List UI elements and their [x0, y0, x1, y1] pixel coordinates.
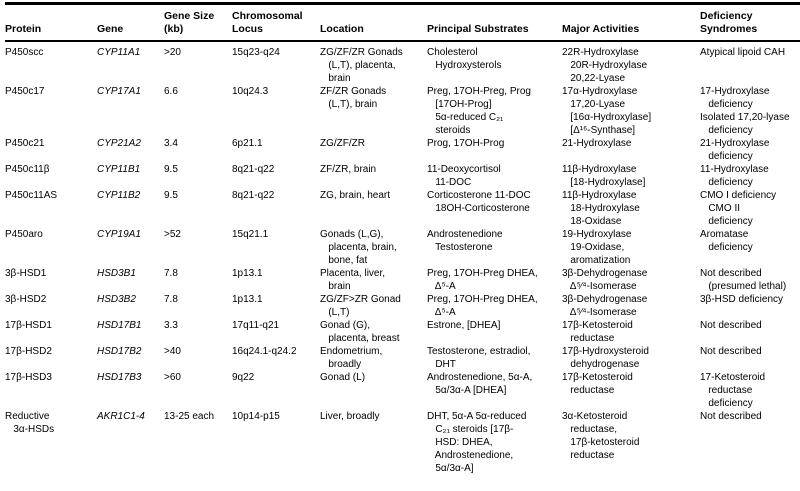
table-header-row — [5, 5, 800, 42]
cell-protein: P450c11β — [5, 164, 50, 175]
table-row — [5, 228, 800, 267]
cell-gene-size: >52 — [164, 229, 181, 240]
cell-major-activities: 3α-Ketosteroid reductase, 17β-ketosteroid reductase — [562, 411, 640, 461]
table-row — [5, 163, 800, 189]
cell-deficiency-syndromes: Aromatase deficiency — [700, 229, 753, 253]
cell-location: Endometrium, broadly — [320, 346, 383, 370]
cell-major-activities: 3β-Dehydrogenase Δ⁵⁄⁴-Isomerase — [562, 268, 648, 292]
cell-deficiency-syndromes: Not described — [700, 411, 762, 422]
cell-location: ZG/ZF/ZR Gonads (L,T), placenta, brain — [320, 47, 403, 84]
cell-protein: Reductive 3α-HSDs — [5, 411, 55, 435]
cell-gene: HSD3B1 — [97, 268, 136, 279]
cell-location: Gonad (L) — [320, 372, 366, 383]
cell-protein: P450c11AS — [5, 190, 58, 201]
cell-deficiency-syndromes: Not described — [700, 320, 762, 331]
cell-gene-size: 6.6 — [164, 86, 178, 97]
cell-principal-substrates: Preg, 17OH-Preg DHEA, Δ⁵-A — [427, 294, 538, 318]
cell-gene: CYP11A1 — [97, 47, 141, 58]
cell-major-activities: 21-Hydroxylase — [562, 138, 632, 149]
table-row — [5, 371, 800, 410]
cell-location: ZF/ZR, brain — [320, 164, 377, 175]
table-row — [5, 293, 800, 319]
column-header-location: Location — [320, 23, 364, 35]
cell-chromosomal-locus: 15q23-q24 — [232, 47, 280, 58]
cell-principal-substrates: Cholesterol Hydroxysterols — [427, 47, 502, 71]
cell-location: Placenta, liver, brain — [320, 268, 386, 292]
table-row — [5, 137, 800, 163]
cell-principal-substrates: Estrone, [DHEA] — [427, 320, 501, 331]
column-header-chromosomal-locus: Chromosomal Locus — [232, 10, 303, 35]
cell-chromosomal-locus: 17q11-q21 — [232, 320, 280, 331]
table-row — [5, 267, 800, 293]
column-header-gene-size: Gene Size (kb) — [164, 10, 215, 35]
table-row — [5, 319, 800, 345]
cell-principal-substrates: Preg, 17OH-Preg DHEA, Δ⁵-A — [427, 268, 538, 292]
cell-gene-size: 9.5 — [164, 190, 178, 201]
cell-gene: HSD17B1 — [97, 320, 142, 331]
cell-location: ZG, brain, heart — [320, 190, 391, 201]
cell-principal-substrates: Testosterone, estradiol, DHT — [427, 346, 531, 370]
cell-gene: CYP11B2 — [97, 190, 141, 201]
cell-gene: CYP11B1 — [97, 164, 141, 175]
cell-protein: P450c21 — [5, 138, 45, 149]
cell-major-activities: 11β-Hydroxylase [18-Hydroxylase] — [562, 164, 646, 188]
cell-chromosomal-locus: 1p13.1 — [232, 268, 263, 279]
steroidogenic-enzyme-table — [5, 2, 800, 475]
cell-gene: HSD3B2 — [97, 294, 136, 305]
cell-gene-size: >40 — [164, 346, 181, 357]
cell-gene-size: 9.5 — [164, 164, 178, 175]
cell-gene: HSD17B2 — [97, 346, 142, 357]
cell-chromosomal-locus: 10p14-p15 — [232, 411, 280, 422]
cell-chromosomal-locus: 8q21-q22 — [232, 164, 275, 175]
cell-location: Gonad (G), placenta, breast — [320, 320, 400, 344]
cell-protein: P450c17 — [5, 86, 45, 97]
cell-deficiency-syndromes: 17-Hydroxylase deficiency Isolated 17,20-lyase deficiency — [700, 86, 790, 136]
cell-principal-substrates: Preg, 17OH-Preg, Prog [17OH-Prog] 5α-reduced C₂₁ steroids — [427, 86, 531, 136]
cell-location: ZG/ZF/ZR — [320, 138, 365, 149]
cell-principal-substrates: Androstenedione, 5α-A, 5α/3α-A [DHEA] — [427, 372, 533, 396]
cell-deficiency-syndromes: CMO I deficiency CMO II deficiency — [700, 190, 777, 227]
cell-deficiency-syndromes: 11-Hydroxylase deficiency — [700, 164, 769, 188]
table-body — [5, 42, 800, 475]
cell-protein: 3β-HSD1 — [5, 268, 47, 279]
column-header-gene: Gene — [97, 23, 124, 35]
cell-deficiency-syndromes: 17-Ketosteroid reductase deficiency — [700, 372, 766, 409]
cell-deficiency-syndromes: 3β-HSD deficiency — [700, 294, 784, 305]
cell-gene-size: 7.8 — [164, 268, 178, 279]
cell-gene-size: >20 — [164, 47, 181, 58]
cell-gene: AKR1C1-4 — [97, 411, 145, 422]
table-row — [5, 410, 800, 475]
cell-gene: HSD17B3 — [97, 372, 142, 383]
cell-principal-substrates: 11-Deoxycortisol 11-DOC — [427, 164, 501, 188]
table-row — [5, 189, 800, 228]
column-header-protein: Protein — [5, 23, 42, 35]
cell-principal-substrates: DHT, 5α-A 5α-reduced C₂₁ steroids [17β- HSD: DHEA, Androstenedione, 5α/3α-A] — [427, 411, 527, 474]
cell-deficiency-syndromes: Atypical lipoid CAH — [700, 47, 786, 58]
cell-chromosomal-locus: 1p13.1 — [232, 294, 263, 305]
cell-gene-size: 3.3 — [164, 320, 178, 331]
cell-major-activities: 11β-Hydroxylase 18-Hydroxylase 18-Oxidase — [562, 190, 640, 227]
table-row — [5, 85, 800, 137]
cell-chromosomal-locus: 16q24.1-q24.2 — [232, 346, 297, 357]
column-header-major-activities: Major Activities — [562, 23, 640, 35]
table-row — [5, 46, 800, 85]
cell-major-activities: 3β-Dehydrogenase Δ⁵⁄⁴-Isomerase — [562, 294, 648, 318]
cell-chromosomal-locus: 15q21.1 — [232, 229, 269, 240]
cell-location: Gonads (L,G), placenta, brain, bone, fat — [320, 229, 397, 266]
cell-chromosomal-locus: 10q24.3 — [232, 86, 269, 97]
cell-major-activities: 17β-Ketosteroid reductase — [562, 320, 633, 344]
cell-chromosomal-locus: 9q22 — [232, 372, 255, 383]
cell-protein: 17β-HSD2 — [5, 346, 52, 357]
cell-major-activities: 17β-Hydroxysteroid dehydrogenase — [562, 346, 649, 370]
cell-location: ZF/ZR Gonads (L,T), brain — [320, 86, 387, 110]
cell-protein: P450scc — [5, 47, 44, 58]
table-row — [5, 345, 800, 371]
cell-deficiency-syndromes: Not described (presumed lethal) — [700, 268, 787, 292]
cell-gene: CYP21A2 — [97, 138, 141, 149]
cell-major-activities: 17α-Hydroxylase 17,20-Lyase [16α-Hydroxylase] [Δ¹⁶-Synthase] — [562, 86, 652, 136]
cell-location: Liver, broadly — [320, 411, 380, 422]
cell-principal-substrates: Prog, 17OH-Prog — [427, 138, 505, 149]
cell-principal-substrates: Androstenedione Testosterone — [427, 229, 503, 253]
cell-protein: 17β-HSD1 — [5, 320, 52, 331]
cell-chromosomal-locus: 8q21-q22 — [232, 190, 275, 201]
cell-protein: P450aro — [5, 229, 43, 240]
cell-principal-substrates: Corticosterone 11-DOC 18OH-Corticosterone — [427, 190, 531, 214]
cell-major-activities: 19-Hydroxylase 19-Oxidase, aromatization — [562, 229, 632, 266]
cell-protein: 17β-HSD3 — [5, 372, 52, 383]
cell-gene-size: 7.8 — [164, 294, 178, 305]
cell-gene: CYP19A1 — [97, 229, 141, 240]
cell-gene-size: >60 — [164, 372, 181, 383]
column-header-principal-substrates: Principal Substrates — [427, 23, 529, 35]
cell-gene-size: 3.4 — [164, 138, 178, 149]
cell-location: ZG/ZF>ZR Gonad (L,T) — [320, 294, 401, 318]
column-header-deficiency-syndromes: Deficiency Syndromes — [700, 10, 758, 35]
cell-protein: 3β-HSD2 — [5, 294, 47, 305]
cell-gene-size: 13-25 each — [164, 411, 215, 422]
cell-chromosomal-locus: 6p21.1 — [232, 138, 263, 149]
cell-deficiency-syndromes: 21-Hydroxylase deficiency — [700, 138, 770, 162]
cell-major-activities: 17β-Ketosteroid reductase — [562, 372, 633, 396]
cell-major-activities: 22R-Hydroxylase 20R-Hydroxylase 20,22-Lyase — [562, 47, 648, 84]
cell-gene: CYP17A1 — [97, 86, 141, 97]
cell-deficiency-syndromes: Not described — [700, 346, 762, 357]
